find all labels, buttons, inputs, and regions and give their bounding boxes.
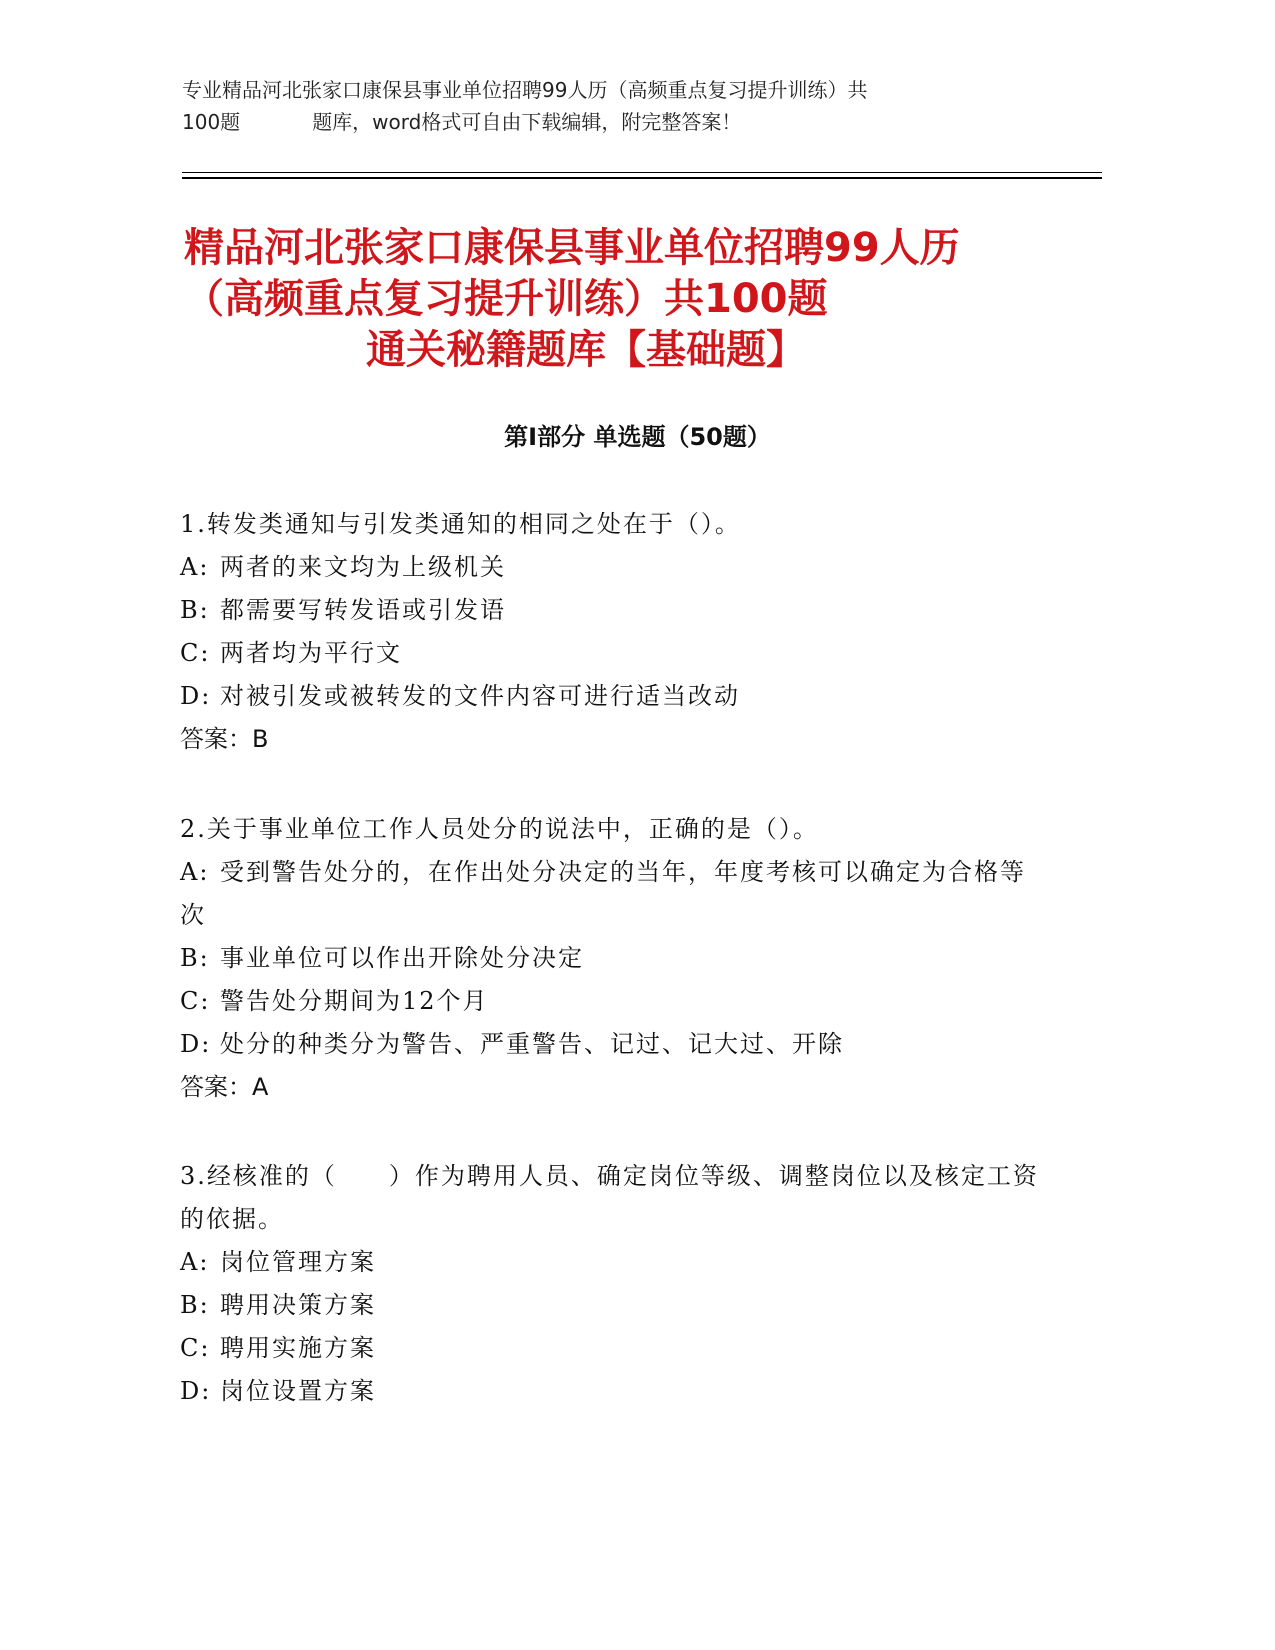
header-divider-thin bbox=[182, 172, 1102, 173]
question-text: 2.关于事业单位工作人员处分的说法中，正确的是（）。 bbox=[180, 815, 819, 843]
header-line-2 bbox=[182, 110, 1032, 134]
option-a: A: 受到警告处分的，在作出处分决定的当年，年度考核可以确定为合格等次 bbox=[180, 858, 1026, 929]
document-title-line-1: 精品河北张家口康保县事业单位招聘99人历 bbox=[184, 225, 960, 271]
question-2 bbox=[180, 808, 1040, 1109]
document-title-line-3: 通关秘籍题库【基础题】 bbox=[366, 327, 806, 373]
question-text: 1.转发类通知与引发类通知的相同之处在于（）。 bbox=[180, 510, 741, 538]
answer-label: 答案：A bbox=[180, 1073, 269, 1101]
option-b: B: 都需要写转发语或引发语 bbox=[180, 596, 506, 624]
option-d: D: 岗位设置方案 bbox=[180, 1377, 376, 1405]
section-heading: 第Ⅰ部分 单选题（50题） bbox=[504, 423, 771, 451]
question-3 bbox=[180, 1155, 1040, 1413]
header-line-1: 专业精品河北张家口康保县事业单位招聘99人历（高频重点复习提升训练）共 bbox=[182, 78, 868, 102]
question-text: 3.经核准的（ ）作为聘用人员、确定岗位等级、调整岗位以及核定工资的依据。 bbox=[180, 1162, 1039, 1233]
option-c: C: 警告处分期间为12个月 bbox=[180, 987, 489, 1015]
answer-label: 答案：B bbox=[180, 725, 269, 753]
option-b: B: 事业单位可以作出开除处分决定 bbox=[180, 944, 584, 972]
header-divider-thick bbox=[182, 177, 1102, 179]
option-a: A: 两者的来文均为上级机关 bbox=[180, 553, 506, 581]
option-a: A: 岗位管理方案 bbox=[180, 1248, 376, 1276]
option-d: D: 处分的种类分为警告、严重警告、记过、记大过、开除 bbox=[180, 1030, 844, 1058]
header-description: 题库，word格式可自由下载编辑，附完整答案！ bbox=[312, 110, 742, 134]
document-title-line-2: （高频重点复习提升训练）共100题 bbox=[184, 276, 828, 322]
option-b: B: 聘用决策方案 bbox=[180, 1291, 376, 1319]
header-count: 100题 bbox=[182, 110, 241, 134]
option-d: D: 对被引发或被转发的文件内容可进行适当改动 bbox=[180, 682, 740, 710]
question-1 bbox=[180, 503, 1040, 761]
option-c: C: 两者均为平行文 bbox=[180, 639, 402, 667]
option-c: C: 聘用实施方案 bbox=[180, 1334, 376, 1362]
